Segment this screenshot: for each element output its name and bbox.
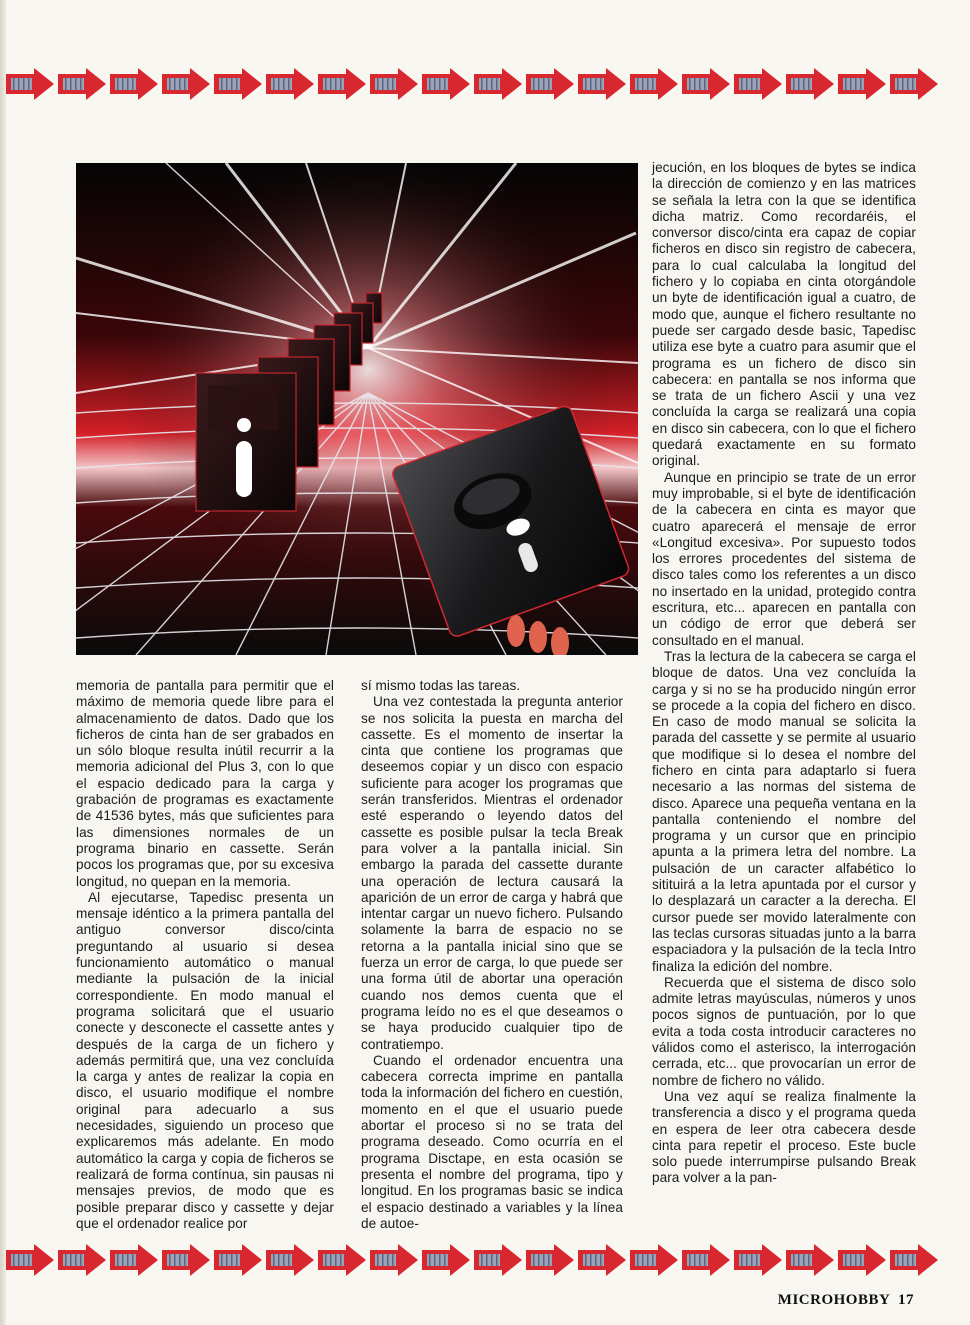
top-arrow-border: [0, 62, 970, 106]
arrow-decoration-icon: [212, 64, 264, 104]
paragraph: Aunque en principio se trate de un error muy improbable, si el byte de identificación de la cabecera en cinta es mayor que cuatro aparecerá el mensaje de error «Longitud excesiva». Por supuesto todos los errores procedentes del sistema de disco tales como los referentes a un disco no insertado en la unidad, protegido contra escritura, etc... aparecen en pantalla con un código de error que deberá ser consultado en el manual.: [652, 469, 916, 648]
paragraph: sí mismo todas las tareas.: [361, 678, 521, 693]
arrow-decoration-icon: [836, 1240, 888, 1280]
paragraph: Una vez aquí se realiza finalmente la transferencia a disco y el programa queda en espera de leer otra cabecera desde cinta para repetir el proceso. Este bucle solo puede interrumpirse pulsando Break para volver a la pan-: [652, 1088, 916, 1186]
arrow-decoration-icon: [316, 1240, 368, 1280]
paragraph: Recuerda que el sistema de disco solo admite letras mayúsculas, números y unos pocos signos de puntuación, por lo que evita a toda costa introducir caracteres no válidos como el asterisco, la interrogación cerrada, etc... que provocarían un error de nombre de fichero no válido.: [652, 974, 916, 1088]
arrow-decoration-icon: [264, 64, 316, 104]
arrow-decoration-icon: [576, 1240, 628, 1280]
arrow-decoration-icon: [472, 1240, 524, 1280]
arrow-decoration-icon: [888, 1240, 940, 1280]
paragraph: memoria de pantalla para permitir que el máximo de memoria quede libre para el almacenamiento de datos. Dado que los ficheros de cinta han de ser grabados en un sólo bloque resulta inútil recurrir a la memoria adicional del Plus 3, con lo que el espacio dedicado para la carga y grabación de programas es exactamente de 41536 bytes, más que suficientes para las dimensiones normales de un programa binario en cassette. Serán pocos los programas que, por su excesiva longitud, no quepan en la memoria.: [76, 678, 334, 889]
arrow-decoration-icon: [420, 64, 472, 104]
arrow-decoration-icon: [784, 1240, 836, 1280]
text-column-3: [652, 160, 916, 1187]
page-footer: [778, 1292, 914, 1309]
arrow-decoration-icon: [524, 1240, 576, 1280]
arrow-decoration-icon: [732, 1240, 784, 1280]
arrow-decoration-icon: [524, 64, 576, 104]
arrow-decoration-icon: [784, 64, 836, 104]
arrow-decoration-icon: [836, 64, 888, 104]
arrow-decoration-icon: [368, 1240, 420, 1280]
arrow-decoration-icon: [680, 1240, 732, 1280]
page-number: 17: [898, 1292, 914, 1308]
arrow-decoration-icon: [108, 64, 160, 104]
arrow-decoration-icon: [56, 64, 108, 104]
arrow-decoration-icon: [56, 1240, 108, 1280]
arrow-decoration-icon: [576, 64, 628, 104]
arrow-decoration-icon: [732, 64, 784, 104]
arrow-decoration-icon: [4, 1240, 56, 1280]
page-edge: [0, 0, 6, 1325]
paragraph: Tras la lectura de la cabecera se carga el bloque de datos. Una vez concluída la carga y si no se ha producido ningún error se procede a la copia del fichero en disco. En caso de modo manual se solicita la parada del cassette y se permite al usuario que modifique si lo desea el nombre del fichero en cinta para adaptarlo si fuera necesario a las normas del sistema de disco. Aparece una pequeña ventana en la pantalla conteniendo el nombre del programa y un cursor que en principio apunta a la primera letra del nombre. La pulsación de un caracter alfabético lo sitituirá a la letra apuntada por el cursor y lo desplazará un caracter a la derecha. El cursor puede ser movido lateralmente con las teclas cursoras situadas junto a la barra espaciadora y la pulsación de la tecla Intro finaliza la edición del nombre.: [652, 648, 916, 974]
arrow-decoration-icon: [472, 64, 524, 104]
arrow-decoration-icon: [212, 1240, 264, 1280]
illustration-svg: [76, 163, 638, 655]
floppy-disk-illustration: [76, 163, 638, 655]
paragraph: Cuando el ordenador encuentra una cabecera correcta imprime en pantalla toda la información del fichero en cuestión, momento en el que el usuario puede abortar el proceso si no se trata del programa deseado. Como ocurría en el programa Disctape, en esta ocasión se presenta el nombre del programa, tipo y longitud. En los programas basic se indica el espacio destinado a variables y la línea de autoe-: [361, 1052, 623, 1231]
arrow-decoration-icon: [264, 1240, 316, 1280]
arrow-decoration-icon: [420, 1240, 472, 1280]
arrow-decoration-icon: [316, 64, 368, 104]
bottom-arrow-border: [0, 1238, 970, 1282]
paragraph: Una vez contestada la pregunta anterior se nos solicita la puesta en marcha del cassette. Es el momento de insertar la cinta que contiene los programas que deseemos copiar y un disco con espacio suficiente para acoger los programas que serán transferidos. Mientras el ordenador esté esperando o leyendo datos del cassette es posible pulsar la tecla Break para volver a la pantalla inicial. Sin embargo la parada del cassette durante una operación de lectura causará la aparición de un error de carga y habrá que intentar cargar un nuevo fichero. Pulsando solamente la barra de espacio no se retorna a la pantalla inicial sino que se fuerza un error de carga, lo que puede ser una forma útil de abortar una operación cuando nos demos cuenta que el programa leído no es el que deseamos o se haya producido cualquier tipo de contratiempo.: [361, 694, 623, 1052]
arrow-decoration-icon: [108, 1240, 160, 1280]
paragraph: Al ejecutarse, Tapedisc presenta un mensaje idéntico a la primera pantalla del antiguo conversor disco/cinta preguntando al usuario si desea funcionamiento automático o manual mediante la pulsación de la inicial correspondiente. En modo manual el programa solicitará que el usuario conecte y desconecte el cassette antes y después de la carga de un fichero y además permitirá que, una vez concluída la carga y antes de realizar la copia en disco, el usuario modifique el nombre original para adecuarlo a sus necesidades, siguiendo un proceso que explicaremos más adelante. En modo automático la carga y copia de ficheros se realizará de forma contínua, sin pausas ni mensajes previos, de modo que es posible preparar disco y cassette y dejar que el ordenador realice por: [76, 889, 334, 1231]
arrow-decoration-icon: [628, 1240, 680, 1280]
arrow-decoration-icon: [888, 64, 940, 104]
text-column-1: [76, 678, 334, 1232]
disk-slot-icon: [236, 441, 252, 497]
text-column-2: [361, 678, 623, 1232]
magazine-name: MICROHOBBY: [777, 1292, 890, 1308]
arrow-decoration-icon: [628, 64, 680, 104]
arrow-decoration-icon: [680, 64, 732, 104]
arrow-decoration-icon: [160, 1240, 212, 1280]
arrow-decoration-icon: [368, 64, 420, 104]
arrow-decoration-icon: [4, 64, 56, 104]
arrow-decoration-icon: [160, 64, 212, 104]
paragraph: jecución, en los bloques de bytes se indica la dirección de comienzo y en las matrices se señala la letra con la que se identifica dicha matriz. Como recordaréis, el conversor disco/cinta era capaz de copiar ficheros en disco sin registro de cabecera, para lo cual calculaba la longitud del fichero y lo copiaba en cinta otorgándole un byte de identificación igual a cuatro, de modo que, aunque el fichero resultante no puede ser cargado desde basic, Tapedisc utiliza ese byte a cuatro para asumir que el programa es un fichero de disco sin cabecera: en pantalla se nos informa que se trata de un fichero Ascii y una vez concluída la carga se realizará una copia en disco sin cabecera, con lo que el fichero quedará exactamente en su formato original.: [652, 160, 916, 469]
